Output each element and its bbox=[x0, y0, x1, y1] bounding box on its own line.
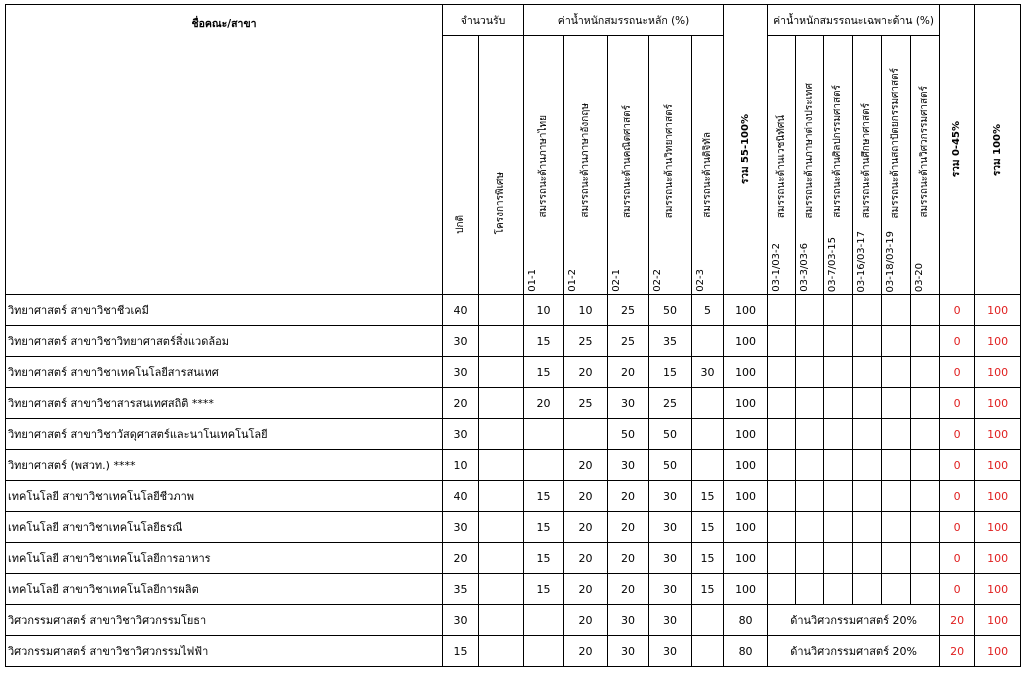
science-weight-cell: 30 bbox=[649, 636, 692, 667]
foreign-language-weight-cell bbox=[796, 419, 824, 450]
grand-total-cell: 100 bbox=[975, 450, 1021, 481]
architecture-weight-cell bbox=[882, 512, 911, 543]
special-project-cell bbox=[479, 450, 524, 481]
special-project-cell bbox=[479, 419, 524, 450]
core-total-cell: 100 bbox=[724, 543, 768, 574]
digital-weight-cell: 15 bbox=[692, 512, 724, 543]
math-weight-cell: 20 bbox=[608, 512, 649, 543]
engineering-weight-cell bbox=[911, 481, 940, 512]
core-total-cell: 100 bbox=[724, 326, 768, 357]
education-weight-cell bbox=[853, 450, 882, 481]
special-weight-column-header: ค่าน้ำหนักสมรรถนะเฉพาะด้าน (%) bbox=[768, 5, 940, 36]
table-row bbox=[6, 419, 1021, 450]
normal-quota-cell: 40 bbox=[443, 481, 479, 512]
program-name-cell: เทคโนโลยี สาขาวิชาเทคโนโลยีธรณี bbox=[6, 512, 443, 543]
science-weight-cell: 25 bbox=[649, 388, 692, 419]
program-name-cell: วิทยาศาสตร์ สาขาวิชาวิทยาศาสตร์สิ่งแวดล้อม bbox=[6, 326, 443, 357]
education-weight-cell bbox=[853, 295, 882, 326]
education-weight-cell bbox=[853, 326, 882, 357]
faculty-column-header: ชื่อคณะ/สาขา bbox=[6, 5, 443, 295]
engineering-weight-cell bbox=[911, 543, 940, 574]
medical-weight-cell bbox=[768, 574, 796, 605]
special-total-cell: 0 bbox=[940, 481, 975, 512]
math-weight-cell: 20 bbox=[608, 543, 649, 574]
fine-arts-weight-cell bbox=[824, 481, 853, 512]
fine-arts-weight-cell bbox=[824, 450, 853, 481]
normal-quota-cell: 10 bbox=[443, 450, 479, 481]
normal-quota-cell: 30 bbox=[443, 605, 479, 636]
normal-quota-cell: 20 bbox=[443, 543, 479, 574]
english-weight-cell: 20 bbox=[564, 636, 608, 667]
program-name-cell: วิทยาศาสตร์ สาขาวิชาชีวเคมี bbox=[6, 295, 443, 326]
program-name-cell: วิศวกรรมศาสตร์ สาขาวิชาวิศวกรรมไฟฟ้า bbox=[6, 636, 443, 667]
english-weight-cell: 20 bbox=[564, 543, 608, 574]
medical-weight-cell bbox=[768, 419, 796, 450]
admission-weight-table bbox=[5, 4, 1021, 667]
normal-quota-cell: 30 bbox=[443, 419, 479, 450]
special-project-cell bbox=[479, 357, 524, 388]
special-subcol-engineering: สมรรถนะด้านวิศวกรรมศาสตร์ 03-20 bbox=[911, 36, 940, 295]
science-weight-cell: 15 bbox=[649, 357, 692, 388]
core-subcol-english: สมรรถนะด้านภาษาอังกฤษ 01-2 bbox=[564, 36, 608, 295]
table-row bbox=[6, 326, 1021, 357]
english-weight-cell: 20 bbox=[564, 450, 608, 481]
engineering-weight-cell bbox=[911, 388, 940, 419]
grand-total-cell: 100 bbox=[975, 419, 1021, 450]
table-row bbox=[6, 543, 1021, 574]
architecture-weight-cell bbox=[882, 388, 911, 419]
fine-arts-weight-cell bbox=[824, 388, 853, 419]
education-weight-cell bbox=[853, 388, 882, 419]
digital-weight-cell bbox=[692, 419, 724, 450]
core-weight-column-header: ค่าน้ำหนักสมรรถนะหลัก (%) bbox=[524, 5, 724, 36]
foreign-language-weight-cell bbox=[796, 512, 824, 543]
foreign-language-weight-cell bbox=[796, 326, 824, 357]
digital-weight-cell bbox=[692, 326, 724, 357]
science-weight-cell: 30 bbox=[649, 574, 692, 605]
special-total-cell: 0 bbox=[940, 388, 975, 419]
grand-total-cell: 100 bbox=[975, 357, 1021, 388]
grand-total-cell: 100 bbox=[975, 481, 1021, 512]
engineering-weight-cell bbox=[911, 574, 940, 605]
normal-quota-cell: 35 bbox=[443, 574, 479, 605]
science-weight-cell: 50 bbox=[649, 295, 692, 326]
education-weight-cell bbox=[853, 481, 882, 512]
table-row bbox=[6, 388, 1021, 419]
foreign-language-weight-cell bbox=[796, 450, 824, 481]
special-total-cell: 20 bbox=[940, 636, 975, 667]
digital-weight-cell: 5 bbox=[692, 295, 724, 326]
program-name-cell: วิทยาศาสตร์ สาขาวิชาสารสนเทศสถิติ **** bbox=[6, 388, 443, 419]
special-subcol-foreign-language: สมรรถนะด้านภาษาต่างประเทศ 03-3/03-6 bbox=[796, 36, 824, 295]
core-subcol-science: สมรรถนะด้านวิทยาศาสตร์ 02-2 bbox=[649, 36, 692, 295]
engineering-weight-cell bbox=[911, 295, 940, 326]
grand-total-cell: 100 bbox=[975, 326, 1021, 357]
architecture-weight-cell bbox=[882, 295, 911, 326]
table-body bbox=[6, 295, 1021, 667]
english-weight-cell bbox=[564, 419, 608, 450]
medical-weight-cell bbox=[768, 450, 796, 481]
medical-weight-cell bbox=[768, 357, 796, 388]
english-weight-cell: 20 bbox=[564, 481, 608, 512]
english-weight-cell: 20 bbox=[564, 574, 608, 605]
grand-total-cell: 100 bbox=[975, 295, 1021, 326]
education-weight-cell bbox=[853, 512, 882, 543]
normal-quota-cell: 30 bbox=[443, 326, 479, 357]
special-project-cell bbox=[479, 388, 524, 419]
medical-weight-cell bbox=[768, 326, 796, 357]
grand-total-cell: 100 bbox=[975, 605, 1021, 636]
table-row bbox=[6, 295, 1021, 326]
program-name-cell: วิทยาศาสตร์ (พสวท.) **** bbox=[6, 450, 443, 481]
core-total-cell: 100 bbox=[724, 574, 768, 605]
program-name-cell: วิทยาศาสตร์ สาขาวิชาวัสดุศาสตร์และนาโนเทคโนโลยี bbox=[6, 419, 443, 450]
foreign-language-weight-cell bbox=[796, 357, 824, 388]
normal-quota-header: ปกติ bbox=[443, 36, 479, 295]
science-weight-cell: 35 bbox=[649, 326, 692, 357]
foreign-language-weight-cell bbox=[796, 481, 824, 512]
math-weight-cell: 30 bbox=[608, 605, 649, 636]
thai-weight-cell bbox=[524, 636, 564, 667]
fine-arts-weight-cell bbox=[824, 357, 853, 388]
math-weight-cell: 20 bbox=[608, 357, 649, 388]
special-project-cell bbox=[479, 512, 524, 543]
math-weight-cell: 30 bbox=[608, 388, 649, 419]
special-total-cell: 20 bbox=[940, 605, 975, 636]
english-weight-cell: 25 bbox=[564, 326, 608, 357]
digital-weight-cell bbox=[692, 388, 724, 419]
architecture-weight-cell bbox=[882, 543, 911, 574]
fine-arts-weight-cell bbox=[824, 512, 853, 543]
normal-quota-cell: 40 bbox=[443, 295, 479, 326]
math-weight-cell: 25 bbox=[608, 295, 649, 326]
core-subcol-math: สมรรถนะด้านคณิตศาสตร์ 02-1 bbox=[608, 36, 649, 295]
architecture-weight-cell bbox=[882, 481, 911, 512]
table-row bbox=[6, 605, 1021, 636]
foreign-language-weight-cell bbox=[796, 574, 824, 605]
english-weight-cell: 10 bbox=[564, 295, 608, 326]
fine-arts-weight-cell bbox=[824, 543, 853, 574]
engineering-weight-cell bbox=[911, 450, 940, 481]
math-weight-cell: 20 bbox=[608, 574, 649, 605]
special-project-cell bbox=[479, 636, 524, 667]
digital-weight-cell bbox=[692, 605, 724, 636]
science-weight-cell: 30 bbox=[649, 605, 692, 636]
science-weight-cell: 50 bbox=[649, 419, 692, 450]
thai-weight-cell bbox=[524, 450, 564, 481]
special-total-header: รวม 0-45% bbox=[940, 5, 975, 295]
special-weight-merged-cell: ด้านวิศวกรรมศาสตร์ 20% bbox=[768, 605, 940, 636]
architecture-weight-cell bbox=[882, 357, 911, 388]
core-subcol-thai: สมรรถนะด้านภาษาไทย 01-1 bbox=[524, 36, 564, 295]
special-project-header: โครงการพิเศษ bbox=[479, 36, 524, 295]
normal-quota-cell: 15 bbox=[443, 636, 479, 667]
english-weight-cell: 20 bbox=[564, 512, 608, 543]
thai-weight-cell: 10 bbox=[524, 295, 564, 326]
digital-weight-cell bbox=[692, 636, 724, 667]
thai-weight-cell: 15 bbox=[524, 326, 564, 357]
special-subcol-fine-arts: สมรรถนะด้านศิลปกรรมศาสตร์ 03-7/03-15 bbox=[824, 36, 853, 295]
special-project-cell bbox=[479, 326, 524, 357]
normal-quota-cell: 30 bbox=[443, 357, 479, 388]
grand-total-cell: 100 bbox=[975, 574, 1021, 605]
fine-arts-weight-cell bbox=[824, 574, 853, 605]
science-weight-cell: 50 bbox=[649, 450, 692, 481]
special-subcol-medical: สมรรถนะด้านเวชนิทัศน์ 03-1/03-2 bbox=[768, 36, 796, 295]
core-total-cell: 100 bbox=[724, 357, 768, 388]
medical-weight-cell bbox=[768, 512, 796, 543]
special-project-cell bbox=[479, 481, 524, 512]
core-total-header: รวม 55-100% bbox=[724, 5, 768, 295]
architecture-weight-cell bbox=[882, 450, 911, 481]
education-weight-cell bbox=[853, 419, 882, 450]
medical-weight-cell bbox=[768, 481, 796, 512]
special-project-cell bbox=[479, 295, 524, 326]
medical-weight-cell bbox=[768, 543, 796, 574]
core-total-cell: 100 bbox=[724, 512, 768, 543]
math-weight-cell: 50 bbox=[608, 419, 649, 450]
special-total-cell: 0 bbox=[940, 357, 975, 388]
table-row bbox=[6, 512, 1021, 543]
english-weight-cell: 25 bbox=[564, 388, 608, 419]
math-weight-cell: 30 bbox=[608, 450, 649, 481]
foreign-language-weight-cell bbox=[796, 388, 824, 419]
digital-weight-cell bbox=[692, 450, 724, 481]
thai-weight-cell bbox=[524, 419, 564, 450]
education-weight-cell bbox=[853, 357, 882, 388]
thai-weight-cell: 15 bbox=[524, 574, 564, 605]
special-subcol-education: สมรรถนะด้านศึกษาศาสตร์ 03-16/03-17 bbox=[853, 36, 882, 295]
core-total-cell: 100 bbox=[724, 419, 768, 450]
foreign-language-weight-cell bbox=[796, 543, 824, 574]
education-weight-cell bbox=[853, 574, 882, 605]
program-name-cell: เทคโนโลยี สาขาวิชาเทคโนโลยีชีวภาพ bbox=[6, 481, 443, 512]
special-total-cell: 0 bbox=[940, 543, 975, 574]
program-name-cell: เทคโนโลยี สาขาวิชาเทคโนโลยีการอาหาร bbox=[6, 543, 443, 574]
core-total-cell: 80 bbox=[724, 636, 768, 667]
science-weight-cell: 30 bbox=[649, 481, 692, 512]
fine-arts-weight-cell bbox=[824, 295, 853, 326]
special-total-cell: 0 bbox=[940, 326, 975, 357]
science-weight-cell: 30 bbox=[649, 543, 692, 574]
engineering-weight-cell bbox=[911, 512, 940, 543]
science-weight-cell: 30 bbox=[649, 512, 692, 543]
engineering-weight-cell bbox=[911, 326, 940, 357]
special-total-cell: 0 bbox=[940, 450, 975, 481]
special-total-cell: 0 bbox=[940, 574, 975, 605]
special-subcol-architecture: สมรรถนะด้านสถาปัตยกรรมศาสตร์ 03-18/03-19 bbox=[882, 36, 911, 295]
architecture-weight-cell bbox=[882, 419, 911, 450]
thai-weight-cell: 15 bbox=[524, 481, 564, 512]
digital-weight-cell: 15 bbox=[692, 574, 724, 605]
core-subcol-digital: สมรรถนะด้านดิจิทัล 02-3 bbox=[692, 36, 724, 295]
thai-weight-cell: 20 bbox=[524, 388, 564, 419]
special-total-cell: 0 bbox=[940, 512, 975, 543]
program-name-cell: วิศวกรรมศาสตร์ สาขาวิชาวิศวกรรมโยธา bbox=[6, 605, 443, 636]
special-project-cell bbox=[479, 574, 524, 605]
table-row bbox=[6, 450, 1021, 481]
special-total-cell: 0 bbox=[940, 295, 975, 326]
math-weight-cell: 20 bbox=[608, 481, 649, 512]
medical-weight-cell bbox=[768, 295, 796, 326]
normal-quota-cell: 30 bbox=[443, 512, 479, 543]
special-total-cell: 0 bbox=[940, 419, 975, 450]
core-total-cell: 100 bbox=[724, 450, 768, 481]
grand-total-cell: 100 bbox=[975, 636, 1021, 667]
math-weight-cell: 30 bbox=[608, 636, 649, 667]
normal-quota-cell: 20 bbox=[443, 388, 479, 419]
english-weight-cell: 20 bbox=[564, 357, 608, 388]
thai-weight-cell: 15 bbox=[524, 543, 564, 574]
digital-weight-cell: 15 bbox=[692, 543, 724, 574]
special-project-cell bbox=[479, 605, 524, 636]
fine-arts-weight-cell bbox=[824, 419, 853, 450]
core-total-cell: 100 bbox=[724, 388, 768, 419]
core-total-cell: 80 bbox=[724, 605, 768, 636]
core-total-cell: 100 bbox=[724, 481, 768, 512]
engineering-weight-cell bbox=[911, 357, 940, 388]
grand-total-cell: 100 bbox=[975, 512, 1021, 543]
fine-arts-weight-cell bbox=[824, 326, 853, 357]
admission-column-header: จำนวนรับ bbox=[443, 5, 524, 36]
grand-total-header: รวม 100% bbox=[975, 5, 1021, 295]
special-weight-merged-cell: ด้านวิศวกรรมศาสตร์ 20% bbox=[768, 636, 940, 667]
thai-weight-cell: 15 bbox=[524, 512, 564, 543]
math-weight-cell: 25 bbox=[608, 326, 649, 357]
table-row bbox=[6, 574, 1021, 605]
core-total-cell: 100 bbox=[724, 295, 768, 326]
program-name-cell: เทคโนโลยี สาขาวิชาเทคโนโลยีการผลิต bbox=[6, 574, 443, 605]
table-row bbox=[6, 481, 1021, 512]
architecture-weight-cell bbox=[882, 574, 911, 605]
thai-weight-cell bbox=[524, 605, 564, 636]
grand-total-cell: 100 bbox=[975, 543, 1021, 574]
table-row bbox=[6, 357, 1021, 388]
foreign-language-weight-cell bbox=[796, 295, 824, 326]
education-weight-cell bbox=[853, 543, 882, 574]
program-name-cell: วิทยาศาสตร์ สาขาวิชาเทคโนโลยีสารสนเทศ bbox=[6, 357, 443, 388]
grand-total-cell: 100 bbox=[975, 388, 1021, 419]
special-project-cell bbox=[479, 543, 524, 574]
architecture-weight-cell bbox=[882, 326, 911, 357]
engineering-weight-cell bbox=[911, 419, 940, 450]
english-weight-cell: 20 bbox=[564, 605, 608, 636]
table-row bbox=[6, 636, 1021, 667]
digital-weight-cell: 15 bbox=[692, 481, 724, 512]
thai-weight-cell: 15 bbox=[524, 357, 564, 388]
digital-weight-cell: 30 bbox=[692, 357, 724, 388]
medical-weight-cell bbox=[768, 388, 796, 419]
